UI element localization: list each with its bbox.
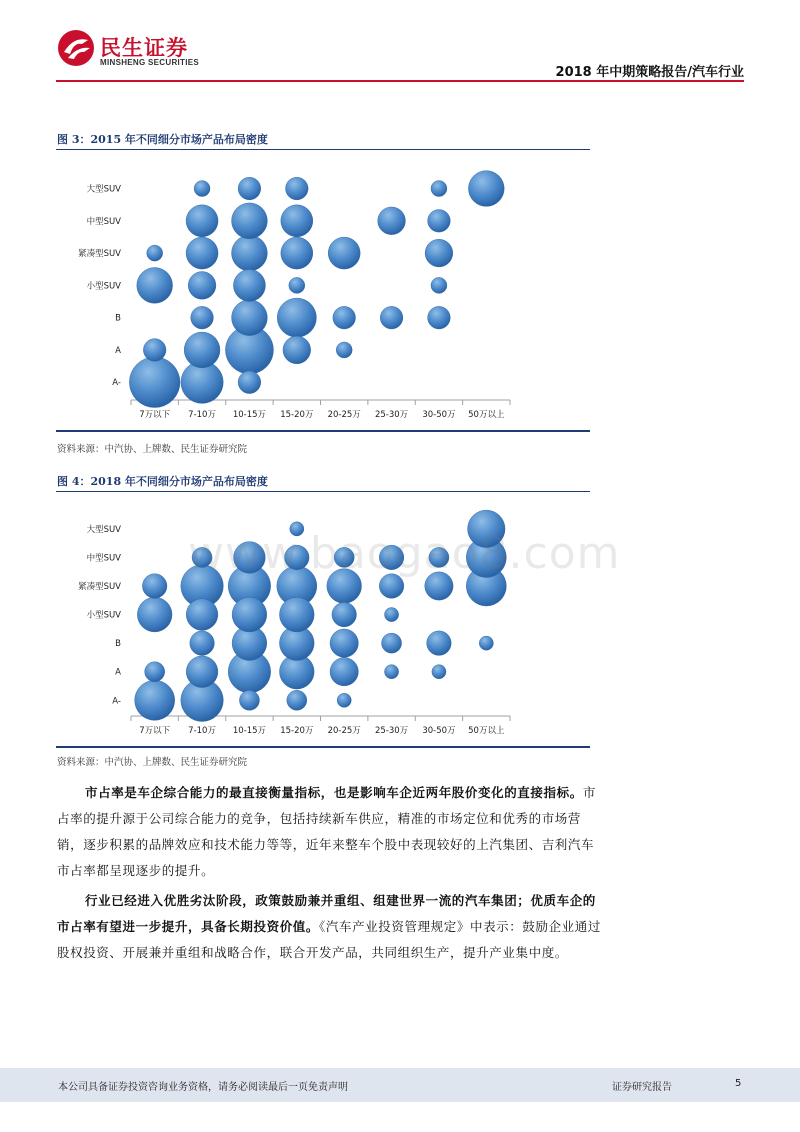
bubble-point — [186, 599, 218, 631]
bubble-point — [432, 665, 446, 679]
bubble-point — [328, 237, 360, 269]
bubble-point — [137, 597, 172, 632]
page-number: 5 — [735, 1078, 742, 1089]
figure3-bubble-chart — [56, 152, 590, 430]
bubble-point — [232, 300, 268, 336]
bubble-point — [281, 237, 313, 269]
bubble-point — [277, 298, 316, 337]
x-tick-label: 30-50万 — [422, 410, 456, 420]
bubble-point — [330, 658, 358, 686]
bubble-point — [479, 636, 493, 650]
bubble-point — [191, 306, 214, 329]
y-tick-label: 小型SUV — [86, 281, 121, 292]
watermark: www.baogao8.com — [188, 528, 621, 579]
y-tick-label: A- — [112, 696, 121, 707]
bubble-point — [184, 332, 220, 368]
bubble-point — [279, 597, 314, 632]
figure4-top-rule — [56, 491, 590, 492]
y-tick-label: 小型SUV — [86, 610, 121, 621]
paragraph-2 — [57, 888, 605, 966]
minsheng-logo-icon — [56, 28, 96, 68]
footer-disclaimer: 本公司具备证券投资咨询业务资格，请务必阅读最后一页免责声明 — [58, 1082, 348, 1093]
bubble-point — [384, 607, 398, 621]
x-tick-label: 30-50万 — [422, 726, 456, 736]
y-tick-label: 大型SUV — [86, 184, 121, 195]
paragraph-1 — [57, 780, 605, 884]
bubble-point — [188, 272, 216, 300]
brand-logo — [56, 28, 216, 72]
bubble-point — [332, 602, 357, 627]
bubble-point — [287, 690, 307, 710]
x-tick-label: 10-15万 — [232, 726, 267, 736]
bubble-point — [431, 181, 447, 197]
bubble-point — [289, 277, 305, 293]
x-tick-label: 15-20万 — [280, 410, 314, 420]
x-tick-label: 7万以下 — [139, 410, 171, 420]
bubble-point — [232, 597, 267, 632]
bubble-point — [143, 339, 166, 362]
bubble-point — [190, 631, 215, 656]
bubble-point — [135, 680, 175, 720]
y-tick-label: A — [115, 667, 121, 678]
header-divider — [56, 80, 744, 82]
figure3-caption: 图 3：2015 年不同细分市场产品布局密度 — [57, 133, 268, 146]
figure3-top-rule — [56, 149, 590, 150]
y-tick-label: 大型SUV — [86, 524, 121, 535]
bubble-point — [336, 342, 352, 358]
figure4-source: 资料来源：中汽协、上牌数、民生证券研究院 — [57, 757, 248, 768]
paragraph-1-bold: 市占率是车企综合能力的最直接衡量指标，也是影响车企近两年股价变化的直接指标。 — [85, 785, 583, 800]
bubble-point — [283, 336, 311, 364]
logo-english-name: MINSHENG SECURITIES — [100, 58, 200, 67]
x-tick-label: 15-20万 — [280, 726, 314, 736]
x-tick-label: 25-30万 — [374, 410, 409, 420]
y-tick-label: 中型SUV — [86, 216, 121, 227]
figure3-bottom-rule — [56, 430, 590, 432]
bubble-point — [382, 633, 402, 653]
figure3-source: 资料来源：中汽协、上牌数、民生证券研究院 — [57, 444, 248, 455]
bubble-point — [129, 357, 180, 408]
report-title: 2018 年中期策略报告/汽车行业 — [555, 65, 744, 80]
figure3-chart — [56, 152, 590, 430]
bubble-point — [384, 665, 398, 679]
bubble-point — [238, 177, 261, 200]
bubble-point — [239, 690, 259, 710]
paragraph-1-text: 市占率的提升源于公司综合能力的竞争，包括持续新车供应，精准的市场定位和优秀的市场营销，逐步积累的品牌效应和技术能力等等，近年来整车个股中表现较好的上汽集团、吉利汽车市占率都呈现逐步的提升。 — [57, 785, 596, 878]
bubble-point — [145, 662, 165, 682]
y-tick-label: A — [115, 345, 121, 356]
bubble-point — [142, 574, 167, 599]
bubble-point — [431, 277, 447, 293]
bubble-point — [427, 631, 452, 656]
x-tick-label: 50万以上 — [468, 410, 505, 420]
bubble-point — [232, 203, 268, 239]
bubble-point — [281, 205, 313, 237]
logo-chinese-name: 民生证券 — [100, 36, 188, 60]
y-tick-label: 紧凑型SUV — [78, 582, 121, 592]
bubble-point — [238, 371, 261, 394]
figure4-caption: 图 4：2018 年不同细分市场产品布局密度 — [57, 475, 268, 488]
paragraph-2-bold: 行业已经进入优胜劣汰阶段，政策鼓励兼并重组、组建世界一流的汽车集团；优质车企的市占率有望进一步提升，具备长期投资价值。 — [57, 893, 596, 934]
bubble-point — [186, 205, 218, 237]
y-tick-label: B — [115, 639, 121, 650]
bubble-point — [285, 177, 308, 200]
bubble-point — [232, 235, 268, 271]
x-tick-label: 20-25万 — [327, 410, 361, 420]
bubble-point — [186, 656, 218, 688]
figure4-bottom-rule — [56, 746, 590, 748]
x-tick-label: 20-25万 — [327, 726, 361, 736]
bubble-point — [428, 209, 451, 232]
paragraph-2-text: 《汽车产业投资管理规定》中表示：鼓励企业通过股权投资、开展兼并重组和战略合作，联合开发产品，共同组织生产，提升产业集中度。 — [57, 919, 601, 960]
y-tick-label: B — [115, 313, 121, 324]
bubble-point — [428, 306, 451, 329]
bubble-point — [330, 629, 358, 657]
bubble-point — [337, 693, 351, 707]
footer-report-type: 证券研究报告 — [612, 1082, 672, 1093]
y-tick-label: 中型SUV — [86, 553, 121, 564]
y-tick-label: A- — [112, 378, 121, 389]
x-tick-label: 10-15万 — [232, 410, 267, 420]
bubble-point — [186, 237, 218, 269]
bubble-point — [468, 171, 504, 207]
x-tick-label: 7-10万 — [188, 410, 216, 420]
bubble-point — [378, 207, 406, 235]
bubble-point — [194, 181, 210, 197]
bubble-point — [425, 239, 453, 267]
bubble-point — [233, 269, 265, 301]
x-tick-label: 25-30万 — [374, 726, 409, 736]
bubble-point — [380, 306, 403, 329]
bubble-point — [147, 245, 163, 261]
bubble-point — [333, 306, 356, 329]
bubble-point — [137, 267, 173, 303]
x-tick-label: 7-10万 — [188, 726, 216, 736]
x-tick-label: 50万以上 — [468, 726, 505, 736]
y-tick-label: 紧凑型SUV — [78, 249, 121, 260]
footer-bar — [0, 1068, 800, 1102]
x-tick-label: 7万以下 — [139, 726, 171, 736]
